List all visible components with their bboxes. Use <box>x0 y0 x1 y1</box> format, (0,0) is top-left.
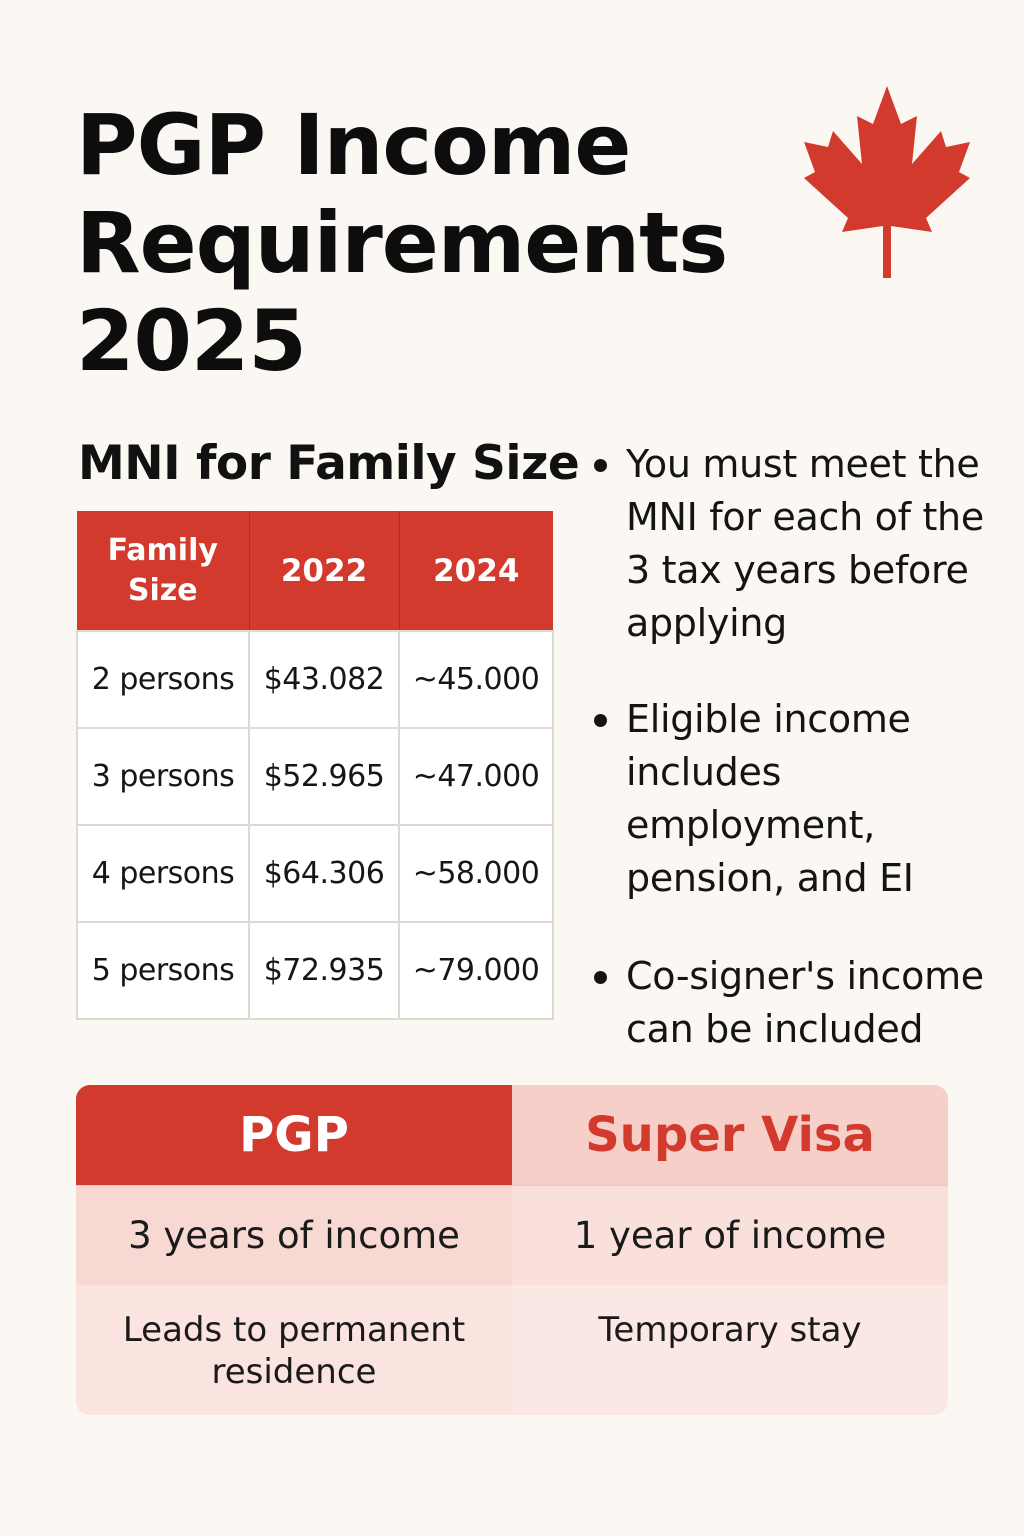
mni-2022-cell: $72.935 <box>249 922 399 1019</box>
mni-2024-cell: ~79.000 <box>399 922 553 1019</box>
comparison-cell: 1 year of income <box>512 1185 948 1285</box>
family-size-cell: 4 persons <box>77 825 249 922</box>
title-line-2: Requirements <box>76 194 728 292</box>
list-item: You must meet the MNI for each of the 3 tax years before applying <box>590 438 1010 650</box>
table-row <box>77 825 553 922</box>
table-row <box>77 728 553 825</box>
table-header-row <box>77 511 553 631</box>
comparison-cell: 3 years of income <box>76 1185 512 1285</box>
comparison-header-super-visa: Super Visa <box>512 1085 948 1185</box>
table-row <box>77 922 553 1019</box>
mni-2022-cell: $43.082 <box>249 631 399 728</box>
title-line-1: PGP Income <box>76 96 631 194</box>
mni-2024-cell: ~47.000 <box>399 728 553 825</box>
mni-2024-cell: ~45.000 <box>399 631 553 728</box>
mni-table <box>76 511 554 1020</box>
family-size-cell: 2 persons <box>77 631 249 728</box>
mni-2022-cell: $52.965 <box>249 728 399 825</box>
comparison-cell: Leads to permanent residence <box>76 1285 512 1415</box>
title-line-3: 2025 <box>76 292 306 390</box>
notes-list <box>590 438 1010 1056</box>
mni-2022-cell: $64.306 <box>249 825 399 922</box>
table-row <box>77 631 553 728</box>
list-item: Co-signer's income can be included <box>590 950 1010 1056</box>
family-size-cell: 5 persons <box>77 922 249 1019</box>
mni-2024-cell: ~58.000 <box>399 825 553 922</box>
comparison-cell: Temporary stay <box>512 1285 948 1415</box>
maple-leaf-icon <box>800 84 974 280</box>
column-header-family-size: Family Size <box>77 511 249 631</box>
page-title <box>76 96 727 390</box>
comparison-table <box>76 1085 948 1415</box>
mni-table-heading: MNI for Family Size <box>78 436 580 491</box>
list-item: Eligible income includes employment, pension, and EI <box>590 693 1010 905</box>
family-size-cell: 3 persons <box>77 728 249 825</box>
column-header-2024: 2024 <box>399 511 553 631</box>
comparison-header-pgp: PGP <box>76 1085 512 1185</box>
column-header-2022: 2022 <box>249 511 399 631</box>
